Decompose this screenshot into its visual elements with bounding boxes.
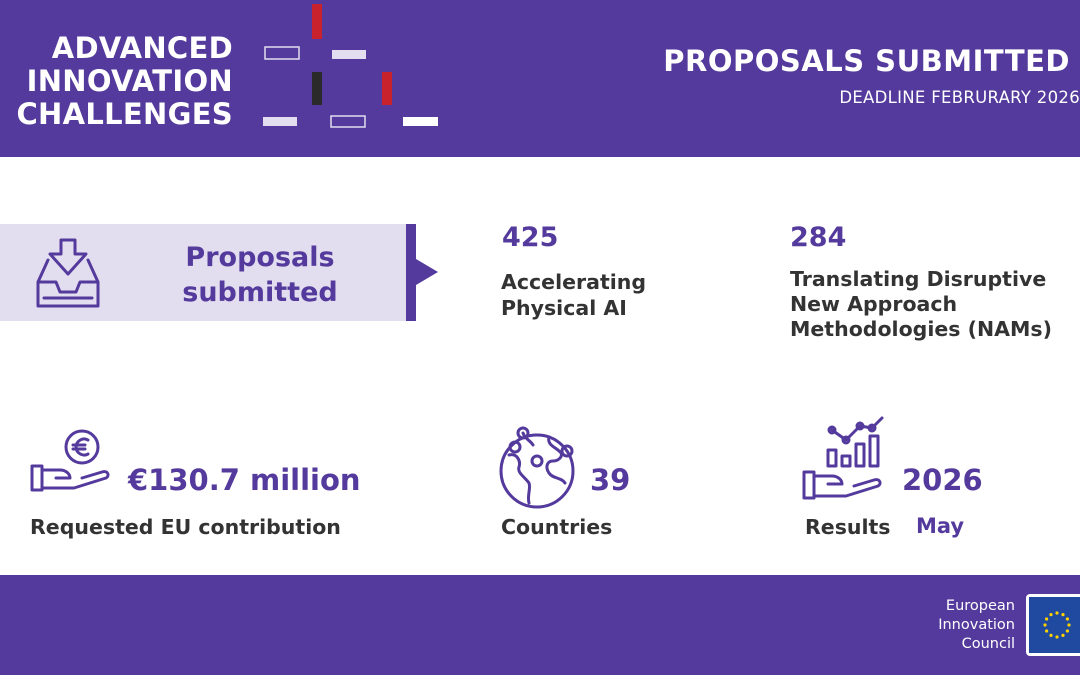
accelerating-label-line-2: Physical AI: [501, 296, 627, 320]
funding-amount: €130.7 million: [128, 463, 361, 497]
results-label: Results: [805, 515, 891, 539]
accelerating-label-line-1: Accelerating: [501, 270, 647, 294]
eic-line-2: Innovation: [938, 617, 1015, 633]
results-month: May: [916, 514, 965, 538]
brand-line-2: INNOVATION: [26, 64, 233, 98]
euro-hand-icon: [30, 428, 112, 494]
countries-label: Countries: [501, 515, 613, 539]
header-bar: [0, 0, 1080, 157]
accelerating-count: 425: [502, 222, 559, 253]
banner-label: [160, 240, 360, 310]
page-title: PROPOSALS SUBMITTED: [663, 44, 1070, 78]
translating-label-line-1: Translating Disruptive: [790, 267, 1047, 291]
eu-stars: [1029, 597, 1080, 653]
banner-divider: [406, 224, 416, 321]
footer-bar: [0, 575, 1080, 675]
funding-label: Requested EU contribution: [30, 515, 341, 539]
brand-title: [0, 32, 233, 131]
deadline-subtitle: DEADLINE FEBRURARY 2026: [839, 88, 1080, 107]
brand-line-1: ADVANCED: [51, 31, 233, 65]
accelerating-label: [501, 269, 646, 321]
results-year: 2026: [902, 463, 983, 497]
globe-pins-icon: [499, 425, 579, 511]
translating-label: [790, 267, 1052, 342]
banner-label-line-1: Proposals: [185, 242, 335, 273]
eic-line-3: Council: [961, 636, 1015, 652]
growth-chart-hand-icon: [802, 414, 888, 502]
eic-label: [900, 597, 1015, 654]
brand-logo-graphic: [255, 0, 445, 157]
banner-label-line-2: submitted: [182, 277, 338, 308]
eic-line-1: European: [945, 598, 1015, 614]
inbox-download-icon: [34, 238, 102, 308]
translating-label-line-3: Methodologies (NAMs): [790, 317, 1052, 341]
banner-arrow-icon: [416, 259, 438, 285]
translating-count: 284: [790, 222, 847, 253]
countries-count: 39: [590, 463, 631, 497]
brand-line-3: CHALLENGES: [16, 97, 233, 131]
translating-label-line-2: New Approach: [790, 292, 958, 316]
eu-flag-icon: [1026, 594, 1080, 656]
